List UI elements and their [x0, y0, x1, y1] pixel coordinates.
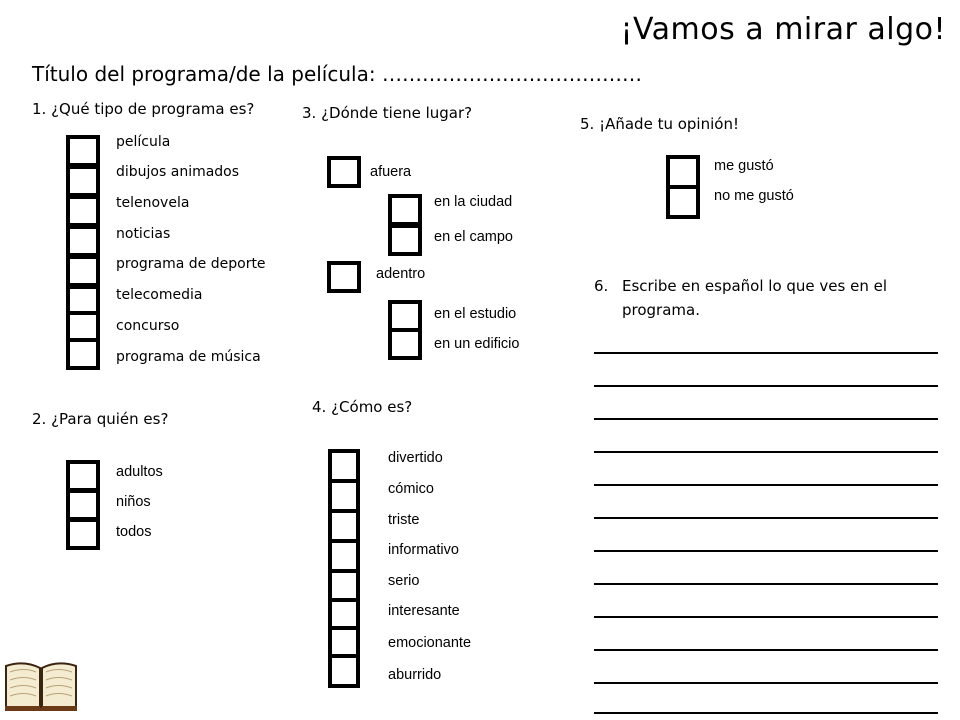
option-label: me gustó — [714, 158, 774, 174]
checkbox-en-la-ciudad[interactable] — [388, 194, 422, 226]
checkbox-todos[interactable] — [66, 518, 100, 550]
option-label: concurso — [116, 318, 180, 334]
option-label: no me gustó — [714, 188, 794, 204]
answer-line[interactable] — [594, 352, 938, 354]
checkbox-en-un-edificio[interactable] — [388, 328, 422, 360]
answer-line[interactable] — [594, 550, 938, 552]
option-label: noticias — [116, 226, 171, 242]
option-label: triste — [388, 512, 420, 528]
page-title: ¡Vamos a mirar algo! — [620, 12, 946, 47]
checkbox-adultos[interactable] — [66, 460, 100, 492]
option-label: en la ciudad — [434, 194, 513, 210]
checkbox-telenovela[interactable] — [66, 195, 100, 227]
option-label: emocionante — [388, 635, 472, 651]
question-1-label: 1. ¿Qué tipo de programa es? — [32, 100, 255, 118]
answer-line[interactable] — [594, 418, 938, 420]
option-label: en el estudio — [434, 306, 517, 322]
answer-line[interactable] — [594, 649, 938, 651]
answer-line[interactable] — [594, 616, 938, 618]
answer-line[interactable] — [594, 517, 938, 519]
checkbox-afuera[interactable] — [327, 156, 361, 188]
checkbox-adentro[interactable] — [327, 261, 361, 293]
open-book-icon — [4, 658, 78, 712]
option-label: todos — [116, 524, 152, 540]
checkbox-divertido[interactable] — [328, 449, 360, 483]
answer-line[interactable] — [594, 682, 938, 684]
option-label: película — [116, 134, 171, 150]
checkbox-programa-de-musica[interactable] — [66, 338, 100, 370]
option-label: telenovela — [116, 195, 190, 211]
checkbox-informativo[interactable] — [328, 539, 360, 573]
checkbox-triste[interactable] — [328, 509, 360, 543]
option-label: afuera — [370, 164, 412, 180]
checkbox-comico[interactable] — [328, 479, 360, 513]
answer-line[interactable] — [594, 451, 938, 453]
checkbox-pelicula[interactable] — [66, 135, 100, 167]
option-label: en el campo — [434, 229, 513, 245]
checkbox-no-me-gusto[interactable] — [666, 185, 700, 219]
option-label: interesante — [388, 603, 460, 619]
checkbox-noticias[interactable] — [66, 225, 100, 257]
checkbox-ninos[interactable] — [66, 489, 100, 521]
option-label: aburrido — [388, 667, 442, 683]
answer-line[interactable] — [594, 583, 938, 585]
answer-line[interactable] — [594, 385, 938, 387]
option-label: dibujos animados — [116, 164, 240, 180]
checkbox-aburrido[interactable] — [328, 654, 360, 688]
option-label: adultos — [116, 464, 163, 480]
checkbox-me-gusto[interactable] — [666, 155, 700, 189]
checkbox-en-el-campo[interactable] — [388, 224, 422, 256]
option-label: serio — [388, 573, 420, 589]
answer-line[interactable] — [594, 712, 938, 714]
answer-line[interactable] — [594, 484, 938, 486]
option-label: en un edificio — [434, 336, 520, 352]
question-6-number: 6. — [594, 277, 609, 295]
option-label: programa de deporte — [116, 256, 266, 272]
checkbox-dibujos-animados[interactable] — [66, 165, 100, 197]
option-label: programa de música — [116, 349, 261, 365]
question-6-label: Escribe en español lo que ves en el programa. — [622, 277, 887, 319]
checkbox-programa-de-deporte[interactable] — [66, 255, 100, 287]
option-label: niños — [116, 494, 151, 510]
question-5-label: 5. ¡Añade tu opinión! — [580, 115, 739, 133]
question-4-label: 4. ¿Cómo es? — [312, 398, 413, 416]
option-label: adentro — [376, 266, 426, 282]
question-2-label: 2. ¿Para quién es? — [32, 410, 169, 428]
option-label: divertido — [388, 450, 443, 466]
option-label: telecomedia — [116, 287, 203, 303]
option-label: informativo — [388, 542, 459, 558]
question-3-label: 3. ¿Dónde tiene lugar? — [302, 104, 473, 122]
option-label: cómico — [388, 481, 434, 497]
program-title-prompt: Título del programa/de la película: ………………………………… — [32, 62, 642, 86]
